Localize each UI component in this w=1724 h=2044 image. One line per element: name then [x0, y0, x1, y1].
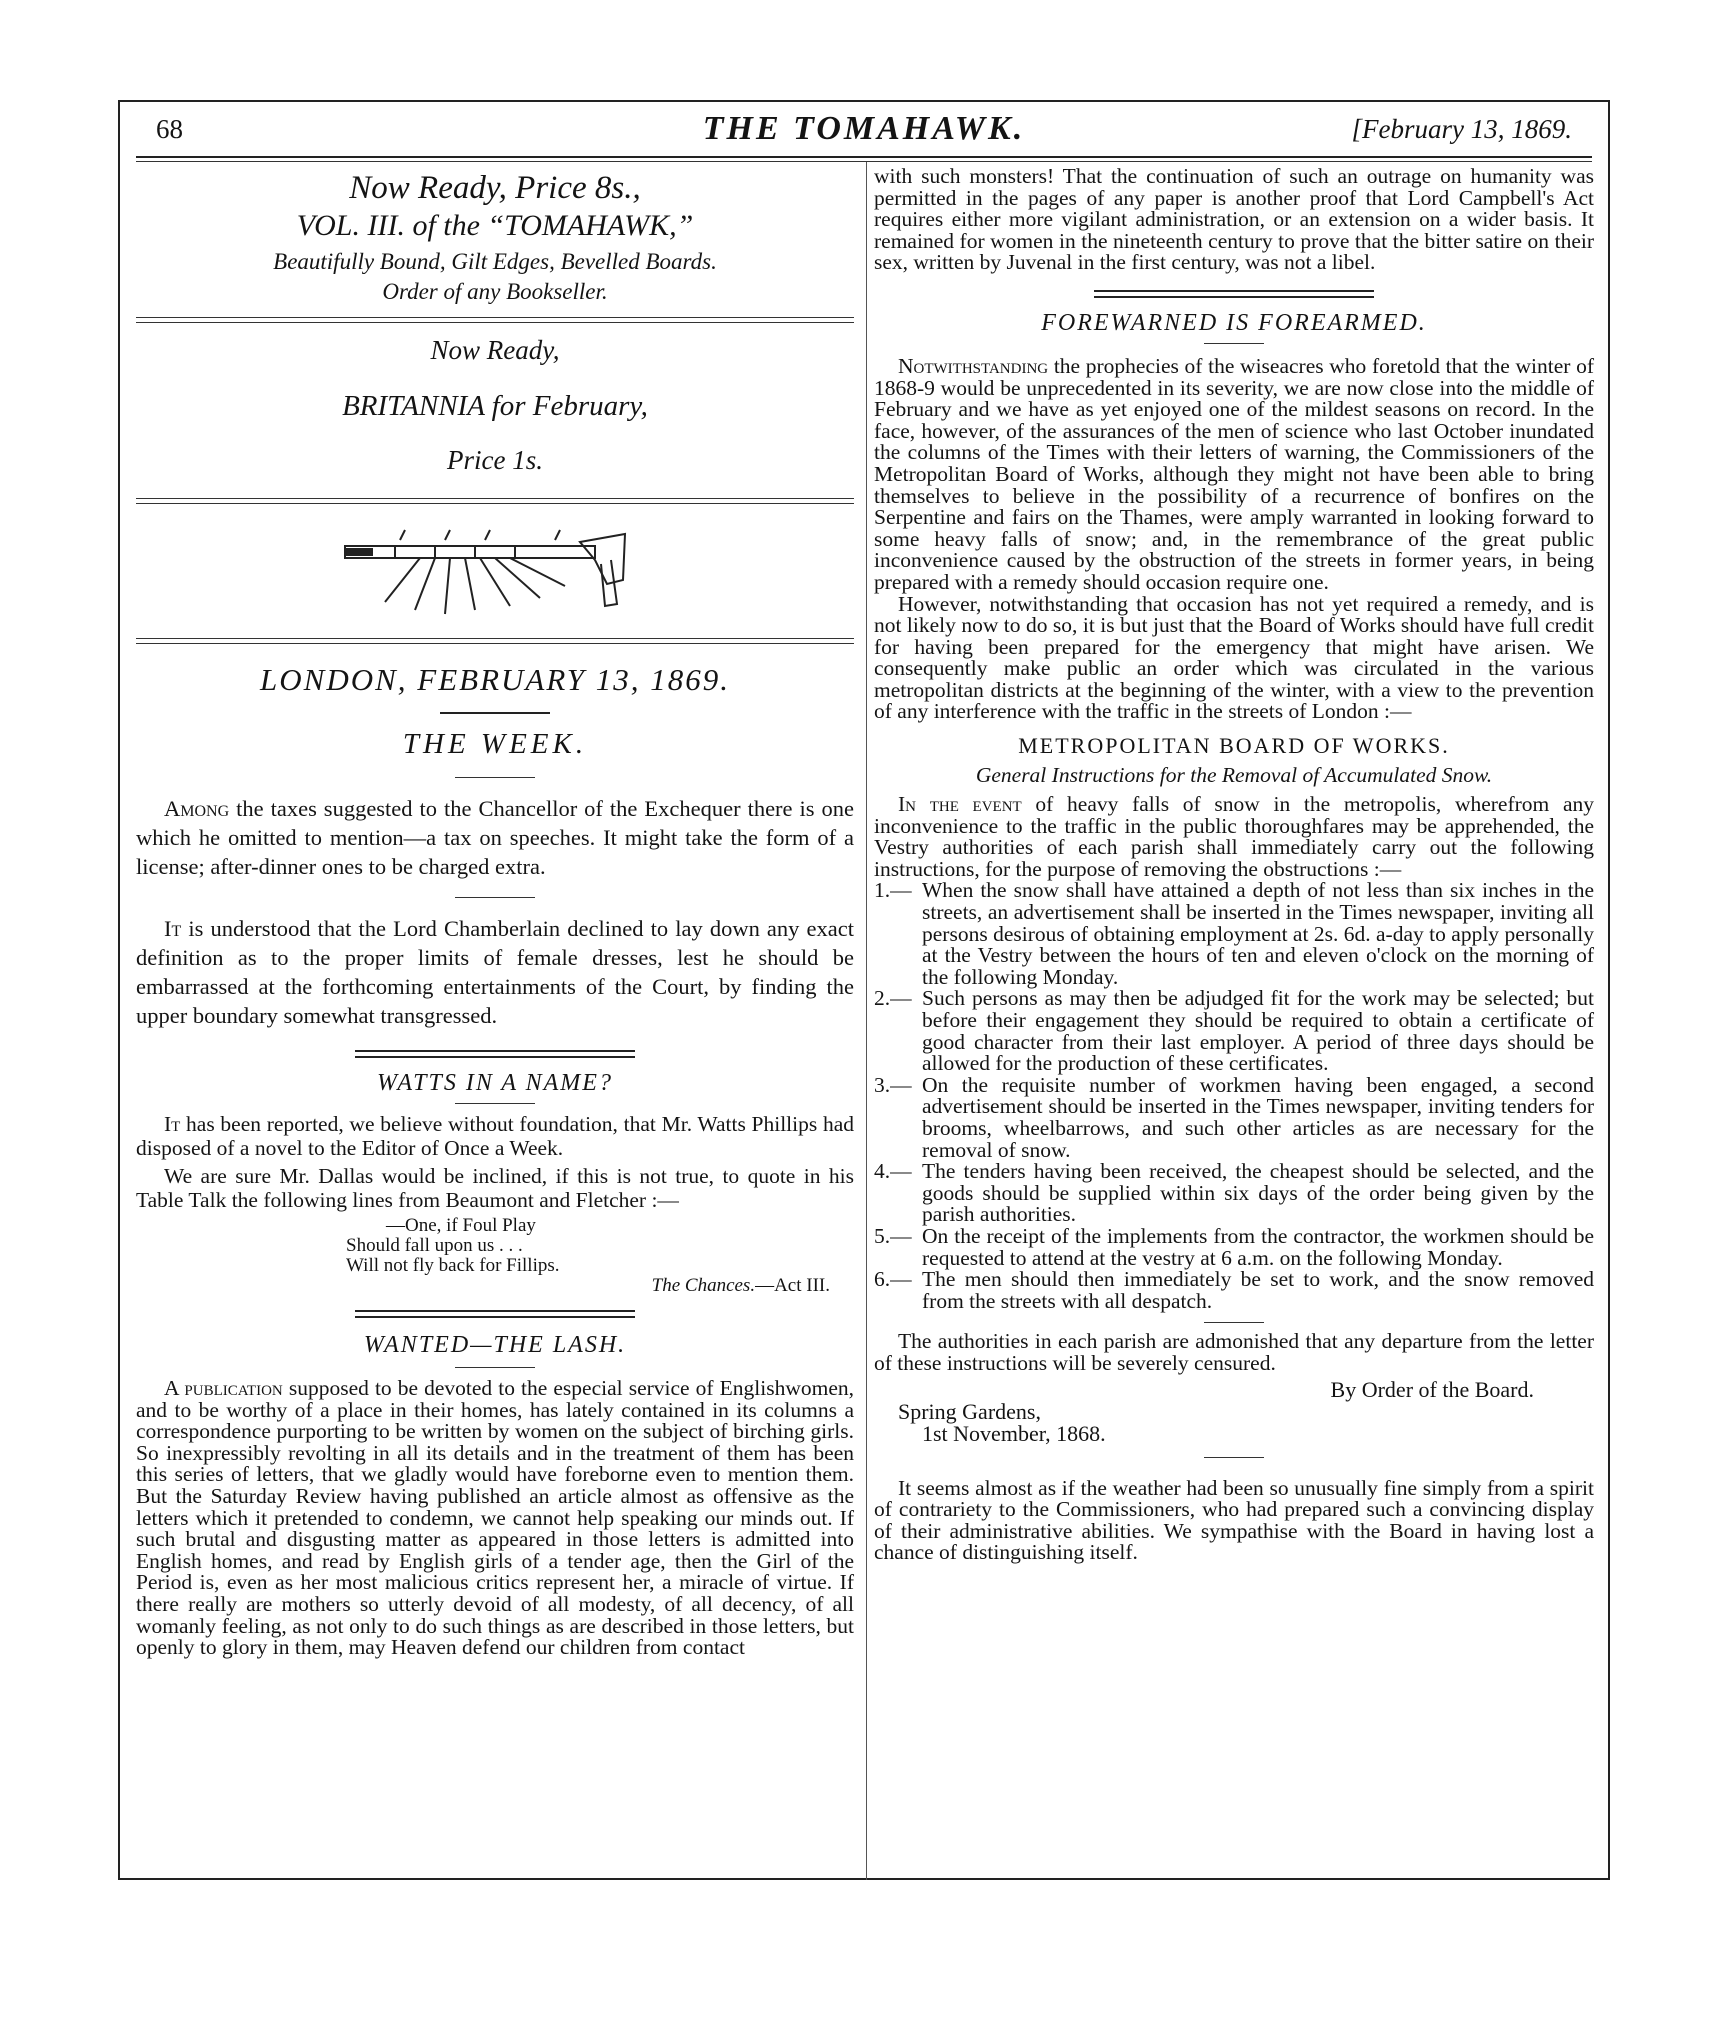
short-rule	[455, 1367, 535, 1368]
masthead-title: THE TOMAHAWK.	[702, 110, 1026, 147]
paragraph: It has been reported, we believe without foundation, that Mr. Watts Phillips had disposed of a novel to the Editor of Once a Week.	[136, 1112, 854, 1160]
tomahawk-icon	[136, 516, 854, 624]
signature-date: 1st November, 1868.	[922, 1420, 1106, 1446]
page-border-left	[118, 100, 120, 1880]
divider-double	[136, 317, 854, 323]
advert-volume-line3: Beautifully Bound, Gilt Edges, Bevelled Boards.	[273, 249, 717, 274]
paragraph: However, notwithstanding that occasion has not yet required a remedy, and is not likely now to do so, it is but just that the Board of Works should have full credit for having been prepared for the emergency that might have arisen. We consequently make public an order which was circulated in the various metropolitan districts at the beginning of the winter, with a view to the prevention of any interference with the traffic in the streets of London :—	[874, 591, 1594, 724]
running-header	[148, 110, 1580, 156]
page-border-right	[1608, 100, 1610, 1880]
page-border-bottom	[118, 1878, 1610, 1880]
instructions-title: General Instructions for the Removal of Accumulated Snow.	[975, 763, 1493, 788]
advert-volume-line2: VOL. III. of the “TOMAHAWK,”	[296, 209, 694, 242]
instruction-item: 3.— On the requisite number of workmen having been engaged, a second advertisement should be inserted in the Times newspaper, inviting tenders for brooms, wheelbarrows, and such other articles as are necessary for the removal of snow.	[874, 1072, 1594, 1162]
paragraph: Among the taxes suggested to the Chancellor of the Exchequer there is one which he omitted to mention—a tax on speeches. It might take the form of a license; after-dinner ones to be charged extra.	[136, 796, 854, 879]
divider-double-short	[1094, 290, 1374, 298]
short-rule	[455, 777, 535, 778]
paragraph: Notwithstanding the prophecies of the wiseacres who foretold that the winter of 1868-9 would be unprecedented in its severity, we are now close into the middle of February and we have as yet enjoyed one of the mildest seasons on record. In the face, however, of the assurances of the men of science who last October inundated the columns of the Times with their letters of warning, the Commissioners of the Metropolitan Board of Works, although they might not have been able to bring themselves to believe in the possibility of a recurrence of bonfires on the Serpentine and fairs on the Thames, were amply warranted in looking forward to some heavy falls of snow; and, in the remembrance of the great public inconvenience caused by the obstruction of the streets in former years, in being prepared with a remedy should occasion require one.	[874, 353, 1595, 594]
board-heading: METROPOLITAN BOARD OF WORKS.	[1018, 733, 1450, 759]
paragraph: In the event of heavy falls of snow in the metropolis, wherefrom any inconvenience to the traffic in the public thoroughfares may be apprehended, the Vestry authorities of each parish shall immediately carry out the following instructions, for the purpose of removing the obstructions :—	[874, 792, 1594, 881]
advert-britannia-line3: Price 1s.	[447, 445, 543, 475]
left-column	[136, 162, 854, 1659]
advert-britannia-line1: Now Ready,	[430, 335, 560, 365]
paragraph: It seems almost as if the weather had been so unusually fine simply from a spirit of contrariety to the Commissioners, who had prepared such a convincing display of their administrative abilities. We sympathise with the Board in having lost a chance of distinguishing itself.	[874, 1475, 1594, 1565]
short-rule	[455, 897, 535, 898]
quote-source: The Chances.—Act III.	[651, 1275, 830, 1296]
paragraph: We are sure Mr. Dallas would be inclined, if this is not true, to quote in his Table Talk the following lines from Beaumont and Fletcher :—	[136, 1164, 854, 1212]
paragraph: A publication supposed to be devoted to the especial service of Englishwomen, and to be worthy of a place in their homes, has lately contained in its columns a correspondence purporting to be written by women on the subject of birching girls. So inexpressibly revolting in all its details and in the treatment of them has been this series of letters, that we gladly would have foreborne even to mention them. But the Saturday Review having published an article almost as offensive as the letters which it pretended to condemn, we cannot help speaking our minds out. If such brutal and disgusting matter as appeared in those letters is admitted into English homes, and read by English girls of a tender age, then the Girl of the Period is, even as her most malicious critics represent her, a miracle of virtue. If there really are mothers so utterly devoid of all modesty, of all decency, of all womanly feeling, as not only to do such things as are described in those letters, but openly to glory in them, may Heaven defend our children from contact	[136, 1376, 854, 1660]
quote-line: Should fall upon us . . .	[346, 1235, 523, 1256]
divider-double	[136, 498, 854, 504]
divider-double-short	[355, 1050, 635, 1058]
short-rule	[440, 712, 550, 714]
paragraph: The authorities in each parish are admonished that any departure from the letter of these instructions will be severely censured.	[874, 1329, 1594, 1375]
paragraph: with such monsters! That the continuation of such an outrage on humanity was permitted in the pages of any paper is another proof that Lord Campbell's Act requires either more vigilant administration, or an extension on a wider basis. It remained for women in the nineteenth century to prove that the bitter satire on their sex, written by Juvenal in the first century, was not a libel.	[874, 164, 1594, 275]
advert-volume	[136, 170, 854, 305]
advert-volume-line4: Order of any Bookseller.	[382, 279, 608, 304]
newspaper-page	[118, 100, 1610, 1950]
section-title-forewarned: FOREWARNED IS FOREARMED.	[1041, 309, 1427, 336]
divider-double	[136, 638, 854, 644]
header-rule	[136, 156, 1592, 158]
instruction-item: 4.— The tenders having been received, the cheapest should be selected, and the goods should be supplied within six days of the order being given by the parish authorities.	[874, 1159, 1594, 1227]
short-rule	[1204, 1457, 1264, 1458]
short-rule	[1204, 1322, 1264, 1323]
divider-double-short	[355, 1310, 635, 1318]
quote-line: Will not fly back for Fillips.	[346, 1255, 560, 1276]
column-divider	[866, 162, 867, 1880]
quotation	[346, 1216, 854, 1296]
dateline: LONDON, FEBRUARY 13, 1869.	[260, 662, 730, 697]
instruction-list	[874, 880, 1594, 1312]
signature-place: Spring Gardens,	[898, 1398, 1041, 1424]
instruction-item: 6.— The men should then immediately be set to work, and the snow removed from the streets with all despatch.	[874, 1267, 1594, 1313]
short-rule	[455, 1103, 535, 1104]
section-title-the-week: THE WEEK.	[402, 728, 588, 760]
instruction-item: 2.— Such persons as may then be adjudged fit for the work may be selected; but before their engagement they should be required to obtain a certificate of good character from their last employer. A period of three days should be allowed for the production of these certificates.	[874, 986, 1594, 1076]
section-title-watts: WATTS IN A NAME?	[377, 1070, 613, 1096]
header-date: [February 13, 1869.	[1351, 114, 1572, 144]
signature-by-order: By Order of the Board.	[1330, 1376, 1534, 1402]
instruction-item: 1.— When the snow shall have attained a depth of not less than six inches in the streets, an advertisement shall be inserted in the Times newspaper, inviting all persons desirous of obtaining employment at 2s. 6d. a-day to apply personally at the Vestry between the hours of ten and eleven o'clock on the morning of the following Monday.	[874, 878, 1594, 989]
page-number: 68	[156, 114, 183, 144]
advert-volume-line1: Now Ready, Price 8s.,	[349, 170, 641, 206]
advert-britannia	[136, 335, 854, 476]
advert-britannia-line2: BRITANNIA for February,	[342, 390, 648, 422]
section-title-lash: WANTED—THE LASH.	[363, 1332, 627, 1358]
quote-line: —One, if Foul Play	[386, 1215, 536, 1236]
short-rule	[1204, 343, 1264, 344]
right-column	[874, 162, 1594, 1564]
paragraph: It is understood that the Lord Chamberlain declined to lay down any exact definition as to the proper limits of female dresses, lest he should be embarrassed at the forthcoming entertainments of the Court, by finding the upper boundary somewhat transgressed.	[136, 916, 854, 1028]
instruction-item: 5.— On the receipt of the implements from the contractor, the workmen should be requested to attend at the vestry at 6 a.m. on the following Monday.	[874, 1223, 1594, 1270]
page-border-top	[118, 100, 1610, 102]
